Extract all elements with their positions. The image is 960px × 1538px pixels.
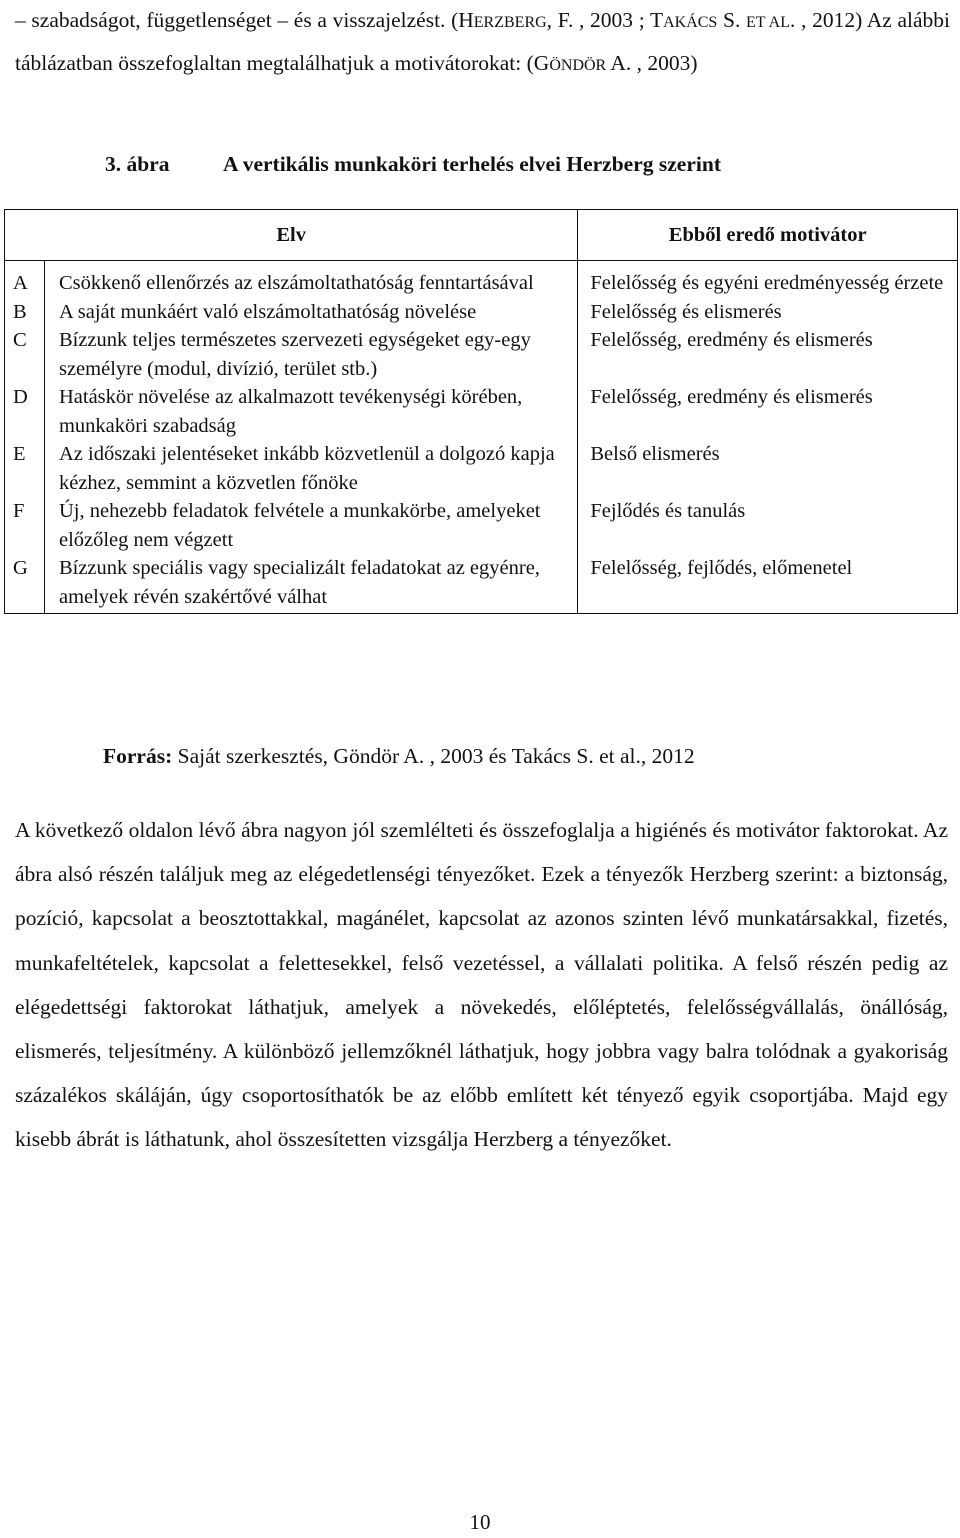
intro-smallcaps-herzberg: ERZBERG: [473, 14, 547, 31]
row-letter: G: [5, 554, 45, 614]
row-letter: E: [5, 440, 45, 497]
row-principle: Az időszaki jelentéseket inkább közvetlenül a dolgozó kapja kézhez, semmint a közvetlen főnöke: [44, 440, 577, 497]
intro-smallcaps-takacs: AKÁCS: [663, 14, 718, 31]
intro-paragraph: [15, 0, 950, 86]
intro-text-5: A. , 2003): [606, 51, 698, 75]
row-motivator: Felelősség, fejlődés, előmenetel: [578, 554, 958, 614]
intro-text-4: . , 2012) Az alábbi táblázatban összefoglaltan megtalálhatjuk a motivátorokat: (G: [15, 8, 950, 75]
table-row: [5, 383, 958, 440]
table-row: [5, 261, 958, 298]
row-motivator: Felelősség, eredmény és elismerés: [578, 383, 958, 440]
intro-text-2: , F. , 2003 ; T: [546, 8, 664, 32]
motivator-table: [4, 209, 958, 614]
row-letter: B: [5, 298, 45, 327]
row-motivator: Felelősség és elismerés: [578, 298, 958, 327]
body-paragraph: A következő oldalon lévő ábra nagyon jól szemlélteti és összefoglalja a higiénés és motivátor faktorokat. Az ábra alsó részén találjuk meg az elégedetlenségi tényezőket. Ezek a tényezők Herzberg szerint: a biztonság, pozíció, kapcsolat a beosztottakkal, magánélet, kapcsolat az azonos szinten lévő munkatársakkal, fizetés, munkafeltételek, kapcsolat a felettesekkel, felső vezetéssel, a vállalati politika. A felső részén pedig az elégedettségi faktorokat láthatjuk, amelyek a növekedés, előléptetés, felelősségvállalás, önállóság, elismerés, teljesítmény. A különböző jellemzőknél láthatjuk, hogy jobbra vagy balra tolódnak a gyakoriság százalékos skáláján, úgy csoportosíthatók be az előbb említett két tényező egyik csoportjába. Majd egy kisebb ábrát is láthatunk, ahol összesítetten vizsgálja Herzberg a tényezőket.: [15, 818, 948, 1152]
row-motivator: Fejlődés és tanulás: [578, 497, 958, 554]
row-letter: C: [5, 326, 45, 383]
row-letter: F: [5, 497, 45, 554]
row-principle: Bízzunk speciális vagy specializált feladatokat az egyénre, amelyek révén szakértővé válhat: [44, 554, 577, 614]
row-letter: A: [5, 261, 45, 298]
row-principle: Új, nehezebb feladatok felvétele a munkakörbe, amelyeket előzőleg nem végzett: [44, 497, 577, 554]
row-motivator: Belső elismerés: [578, 440, 958, 497]
intro-text-1: – szabadságot, függetlenséget – és a visszajelzést. (H: [15, 8, 474, 32]
source-year: , 2012: [640, 744, 695, 768]
header-motivator: Ebből eredő motivátor: [578, 210, 958, 261]
figure-source: [103, 744, 695, 769]
row-principle: Bízzunk teljes természetes szervezeti egységeket egy-egy személyre (modul, divízió, terület stb.): [44, 326, 577, 383]
row-principle: A saját munkáért való elszámoltathatóság növelése: [44, 298, 577, 327]
table-row: [5, 326, 958, 383]
row-principle: Csökkenő ellenőrzés az elszámoltathatóság fenntartásával: [44, 261, 577, 298]
table-row: [5, 298, 958, 327]
row-principle: Hatáskör növelése az alkalmazott tevékenységi körében, munkaköri szabadság: [44, 383, 577, 440]
source-text: Saját szerkesztés, Göndör A. , 2003 és Takács S. et al.: [172, 744, 641, 768]
row-motivator: Felelősség és egyéni eredményesség érzete: [578, 261, 958, 298]
row-letter: D: [5, 383, 45, 440]
intro-smallcaps-gondor: ÖNDÖR: [549, 57, 607, 74]
header-elv: Elv: [5, 210, 578, 261]
page-number: 10: [469, 1510, 491, 1534]
figure-title: A vertikális munkaköri terhelés elvei Herzberg szerint: [223, 152, 721, 176]
table-row: [5, 554, 958, 614]
table-header-row: [5, 210, 958, 261]
figure-caption: [105, 152, 721, 177]
source-label: Forrás:: [103, 744, 173, 768]
table-row: [5, 497, 958, 554]
intro-text-3: S.: [717, 8, 746, 32]
intro-smallcaps-et-al: ET AL: [746, 14, 790, 31]
table-row: [5, 440, 958, 497]
figure-number: 3. ábra: [105, 152, 170, 176]
row-motivator: Felelősség, eredmény és elismerés: [578, 326, 958, 383]
